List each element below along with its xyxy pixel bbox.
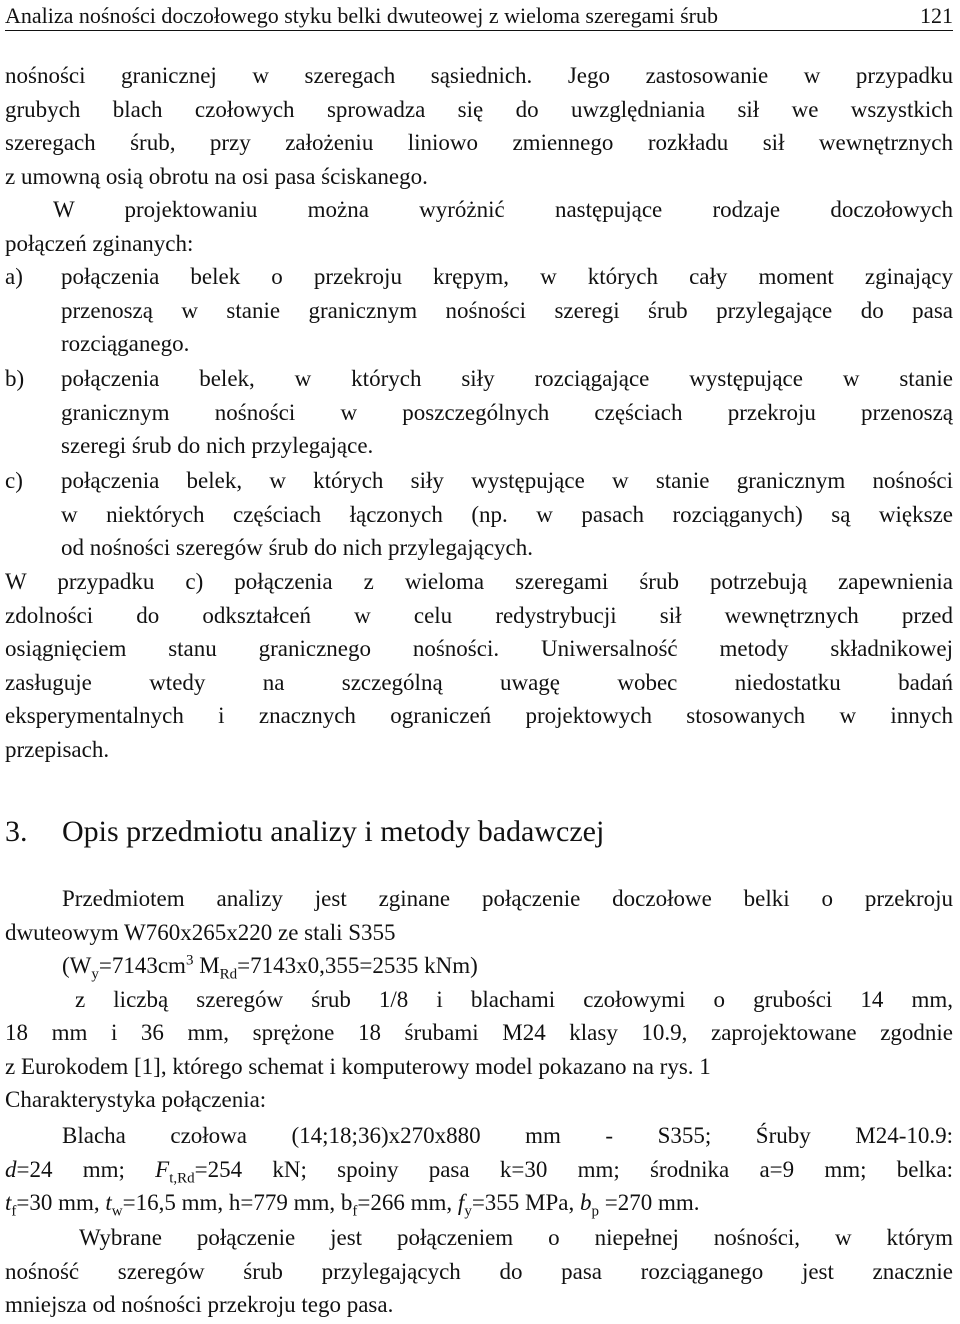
text-line: z Eurokodem [1], którego schemat i komputerowy model pokazano na rys. 1 xyxy=(5,1053,711,1079)
text-line: połączeń zginanych: xyxy=(5,230,194,256)
subscript: p xyxy=(591,1203,599,1220)
after-list-paragraph xyxy=(5,565,953,766)
running-header xyxy=(5,2,953,31)
text-run: =254 kN; spoiny pasa k=30 mm; środnika a=9 mm; belka: xyxy=(194,1156,953,1182)
text-run: t xyxy=(105,1190,112,1215)
section-number: 3. xyxy=(5,815,28,848)
text-line: przenoszą w stanie granicznym nośności szeregi śrub przylegające do pasa xyxy=(61,297,953,323)
types-intro-paragraph xyxy=(5,193,953,260)
text-line: mniejsza od nośności przekroju tego pasa. xyxy=(5,1292,394,1317)
list-marker: b) xyxy=(5,366,25,391)
text-line: W przypadku c) połączenia z wieloma szeregami śrub potrzebują zapewnienia xyxy=(5,569,953,594)
list-marker: c) xyxy=(5,468,23,493)
text-line: Charakterystyka połączenia: xyxy=(5,1087,267,1112)
text-run: =16,5 mm, h=779 mm, b xyxy=(122,1190,353,1215)
text-line: połączenia belek, w których siły rozciągające występujące w stanie xyxy=(61,366,953,391)
text-line: granicznym nośności w poszczególnych częściach przekroju przenoszą xyxy=(61,399,953,425)
spec-line-beam xyxy=(5,1186,953,1220)
list-item-b xyxy=(5,362,953,463)
text-line: osiągnięciem stanu granicznego nośności. Uniwersalność metody składnikowej xyxy=(5,636,953,661)
text-line: Przedmiotem analizy jest zginane połączenie doczołowe belki o przekroju xyxy=(62,886,953,911)
page-number: 121 xyxy=(920,3,953,28)
text-line: z umowną osią obrotu na osi pasa ściskanego. xyxy=(5,163,428,189)
text-run: =270 mm. xyxy=(598,1190,700,1215)
text-line: połączenia belek, w których siły występujące w stanie granicznym nośności xyxy=(61,468,953,493)
text-run: =266 mm, xyxy=(357,1190,458,1215)
text-line: W projektowaniu można wyróżnić następujące rodzaje doczołowych xyxy=(53,197,953,222)
text-line: nośność szeregów śrub przylegających do pasa rozciąganego jest znacznie xyxy=(5,1258,953,1284)
text-line: w niektórych częściach łączonych (np. w pasach rozciąganych) są większe xyxy=(61,501,953,527)
text-line: Blacha czołowa (14;18;36)x270x880 mm - S355; Śruby M24-10.9: xyxy=(62,1123,953,1148)
subscript: y xyxy=(464,1203,472,1220)
text-line: grubych blach czołowych sprowadza się do uwzględniania sił we wszystkich xyxy=(5,96,953,122)
section-modulus-line xyxy=(5,949,953,983)
text-run: =355 MPa, xyxy=(471,1190,580,1215)
spec-line-bolts xyxy=(5,1153,953,1187)
text-run: =7143x0,355=2535 kNm) xyxy=(237,953,478,978)
subscript: w xyxy=(111,1203,123,1220)
text-run: d xyxy=(5,1156,17,1182)
spec-paragraph xyxy=(5,1119,953,1220)
text-line: dwuteowym W760x265x220 ze stali S355 xyxy=(5,919,396,945)
text-line: od nośności szeregów śrub do nich przylegających. xyxy=(61,535,533,560)
text-run: b xyxy=(579,1190,592,1215)
text-line: szeregach śrub, przy założeniu liniowo zmiennego rozkładu sił wewnętrznych xyxy=(5,130,953,155)
text-line: połączenia belek o przekroju krępym, w których cały moment zginający xyxy=(61,264,953,289)
text-run: =7143cm xyxy=(98,953,186,978)
intro-paragraph xyxy=(5,59,953,193)
text-line: zasługuje wtedy na szczególną uwagę wobec niedostatku badań xyxy=(5,669,953,695)
superscript: 3 xyxy=(185,952,194,969)
section-heading xyxy=(5,812,604,852)
text-run: =30 mm, xyxy=(16,1190,106,1215)
section-title: Opis przedmiotu analizy i metody badawczej xyxy=(62,815,605,848)
list-item-a xyxy=(5,260,953,361)
text-line: rozciąganego. xyxy=(61,331,190,356)
text-run: (W xyxy=(62,953,92,978)
subscript: f xyxy=(352,1203,358,1220)
text-line: Wybrane połączenie jest połączeniem o niepełnej nośności, w którym xyxy=(79,1225,953,1250)
text-line: szeregi śrub do nich przylegające. xyxy=(61,433,374,458)
list-item-c xyxy=(5,464,953,565)
text-line: z liczbą szeregów śrub 1/8 i blachami czołowymi o grubości 14 mm, xyxy=(75,986,953,1012)
text-run: F xyxy=(155,1156,170,1182)
subscript: y xyxy=(91,966,99,983)
conclusion-paragraph xyxy=(5,1221,953,1322)
text-line: przepisach. xyxy=(5,736,110,762)
subscript: t,Rd xyxy=(169,1170,195,1186)
subject-paragraph xyxy=(5,882,953,1117)
text-run: M xyxy=(193,953,220,978)
list-marker: a) xyxy=(5,264,23,289)
text-line: nośności granicznej w szeregach sąsiednich. Jego zastosowanie w przypadku xyxy=(5,63,953,88)
text-run: f xyxy=(457,1190,465,1215)
text-run: t xyxy=(5,1190,12,1215)
running-title: Analiza nośności doczołowego styku belki dwuteowej z wieloma szeregami śrub xyxy=(5,3,718,28)
text-line: zdolności do odkształceń w celu redystrybucji sił wewnętrznych przed xyxy=(5,602,953,628)
text-line: eksperymentalnych i znacznych ograniczeń projektowych stosowanych w innych xyxy=(5,703,953,728)
subscript: f xyxy=(11,1203,17,1220)
text-run: =24 mm; xyxy=(16,1156,156,1182)
subscript: Rd xyxy=(219,966,238,983)
text-line: 18 mm i 36 mm, sprężone 18 śrubami M24 klasy 10.9, zaprojektowane zgodnie xyxy=(5,1020,953,1045)
